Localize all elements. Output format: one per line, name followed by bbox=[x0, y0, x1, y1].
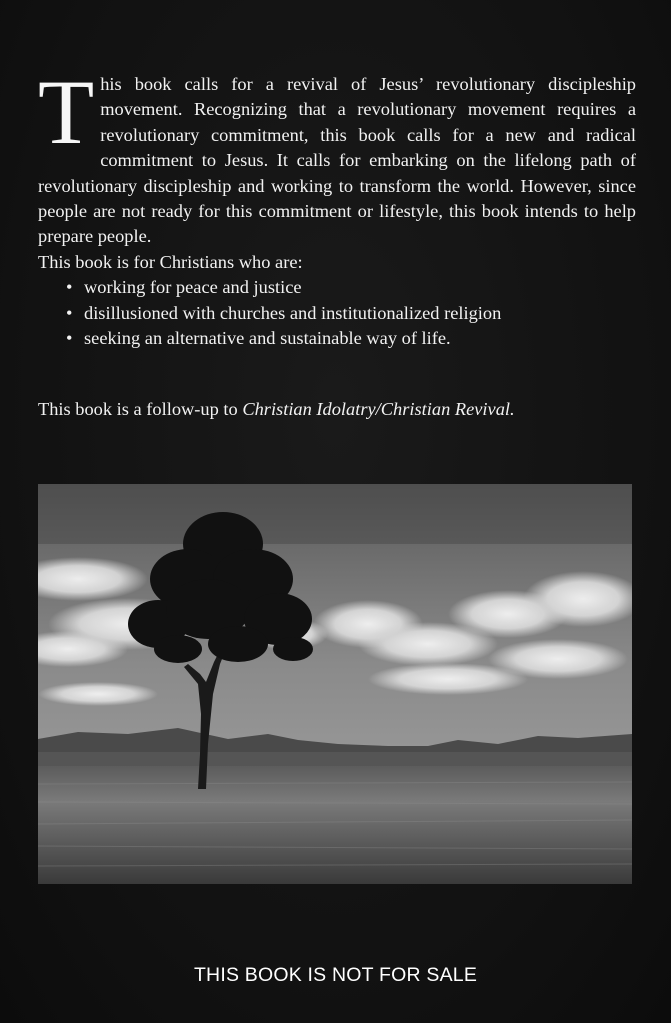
blurb-text bbox=[38, 61, 636, 351]
drop-cap: T bbox=[38, 61, 95, 163]
blurb-paragraph: his book calls for a revival of Jesus’ revolutionary discipleship movement. Recognizing that a revolutionary movement requires a revolutionary commitment, this book calls for a new and radical commitment to Jesus. It calls for embarking on the lifelong path of revolutionary discipleship and working to transform the world. However, since people are not ready for this commitment or lifestyle, this book intends to help prepare people. bbox=[38, 74, 636, 247]
followup-prefix: This book is a follow-up to bbox=[38, 399, 243, 419]
audience-intro: This book is for Christians who are: bbox=[38, 251, 303, 272]
tree-photo bbox=[38, 484, 632, 884]
list-item: • working for peace and justice bbox=[66, 275, 636, 300]
not-for-sale-notice: THIS BOOK IS NOT FOR SALE bbox=[193, 964, 478, 986]
tree-photo-image bbox=[38, 484, 632, 884]
followup-title: Christian Idolatry/Christian Revival. bbox=[242, 399, 515, 419]
list-item: • disillusioned with churches and institutionalized religion bbox=[66, 301, 636, 326]
followup-line bbox=[38, 397, 515, 422]
audience-list bbox=[38, 275, 636, 351]
list-item: • seeking an alternative and sustainable way of life. bbox=[66, 326, 636, 351]
